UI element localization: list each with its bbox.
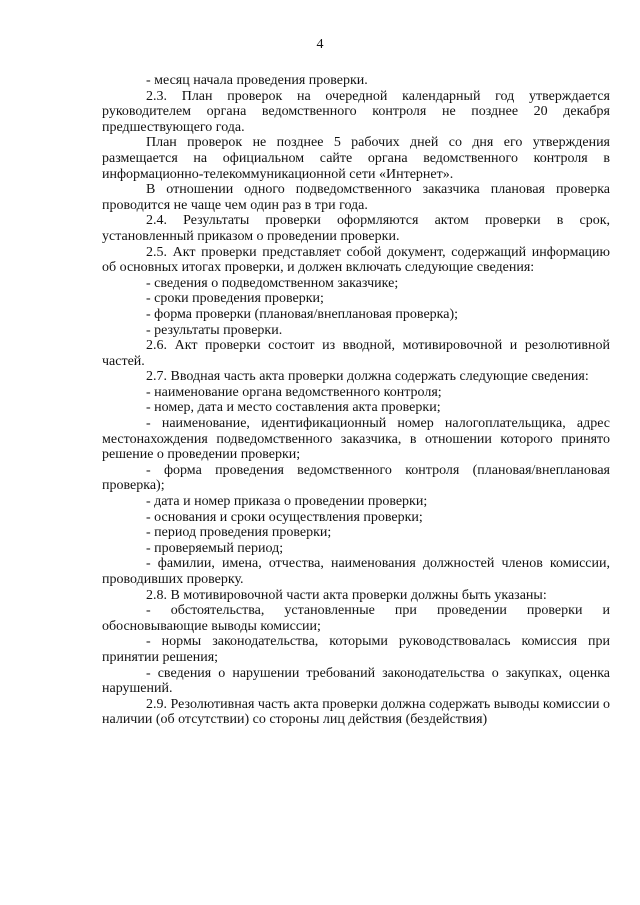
paragraph: - фамилии, имена, отчества, наименования должностей членов комиссии, проводивших проверку.: [102, 556, 610, 587]
paragraph: - сроки проведения проверки;: [146, 291, 324, 307]
paragraph: 2.8. В мотивировочной части акта проверки должны быть указаны:: [146, 587, 547, 603]
paragraph: - результаты проверки.: [146, 322, 283, 338]
paragraph: План проверок не позднее 5 рабочих дней со дня его утверждения размещается на официальном сайте органа ведомственного контроля в информационно-телекоммуникационной сети «Интернет».: [102, 135, 610, 182]
paragraph: - наименование органа ведомственного контроля;: [146, 384, 442, 400]
paragraph: 2.4. Результаты проверки оформляются актом проверки в срок, установленный приказом о проведении проверки.: [102, 213, 610, 244]
paragraph: - месяц начала проведения проверки.: [146, 73, 368, 88]
paragraph: - проверяемый период;: [146, 540, 284, 556]
paragraph: В отношении одного подведомственного заказчика плановая проверка проводится не чаще чем один раз в три года.: [102, 182, 610, 213]
page-number: 4: [316, 37, 324, 52]
paragraph: - основания и сроки осуществления проверки;: [146, 509, 423, 525]
paragraph: - форма проведения ведомственного контроля (плановая/внеплановая проверка);: [102, 462, 610, 494]
paragraph: 2.7. Вводная часть акта проверки должна содержать следующие сведения:: [146, 369, 589, 385]
paragraph: - сведения о нарушении требований законодательства о закупках, оценка нарушений.: [102, 665, 610, 697]
paragraph: - период проведения проверки;: [146, 525, 332, 541]
paragraph: - сведения о подведомственном заказчике;: [146, 275, 399, 291]
paragraph: - наименование, идентификационный номер налогоплательщика, адрес местонахождения подведомственного заказчика, в отношении которого принято решение о проведении проверки;: [102, 416, 610, 463]
document-body: [102, 73, 610, 728]
paragraph: - дата и номер приказа о проведении проверки;: [146, 494, 428, 510]
paragraph: 2.5. Акт проверки представляет собой документ, содержащий информацию об основных итогах проверки, и должен включать следующие сведения:: [102, 244, 610, 276]
paragraph: 2.3. План проверок на очередной календарный год утверждается руководителем органа ведомственного контроля не позднее 20 декабря предшествующего года.: [102, 88, 610, 135]
paragraph: - форма проверки (плановая/внеплановая проверка);: [146, 306, 459, 322]
paragraph: 2.6. Акт проверки состоит из вводной, мотивировочной и резолютивной частей.: [102, 338, 610, 369]
paragraph: 2.9. Резолютивная часть акта проверки должна содержать выводы комиссии о наличии (об отсутствии) со стороны лиц действия (бездействия): [102, 696, 610, 728]
paragraph: - номер, дата и место составления акта проверки;: [146, 400, 441, 416]
paragraph: - обстоятельства, установленные при проведении проверки и обосновывающие выводы комиссии;: [102, 603, 610, 634]
paragraph: - нормы законодательства, которыми руководствовалась комиссия при принятии решения;: [102, 634, 610, 665]
